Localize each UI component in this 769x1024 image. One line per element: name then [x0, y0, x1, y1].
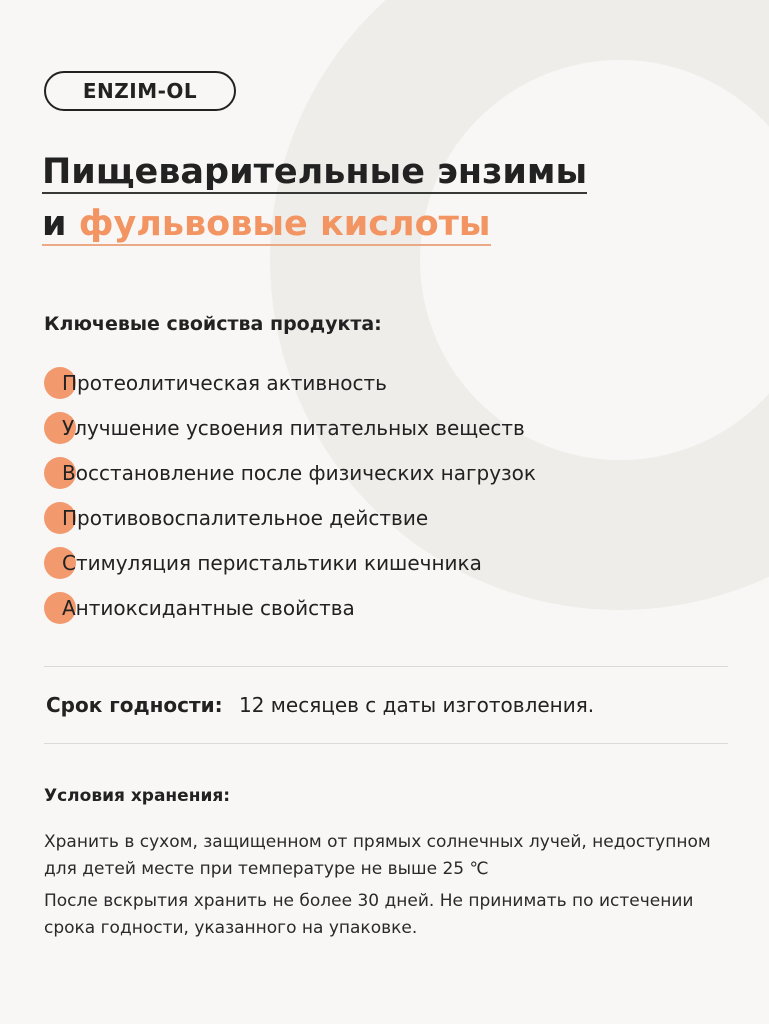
shelf-life-value: 12 месяцев с даты изготовления. [239, 693, 595, 717]
shelf-life [46, 693, 594, 717]
title-line-1: Пищеварительные энзимы [42, 146, 587, 198]
property-label: Протеолитическая активность [62, 370, 387, 395]
brand-badge: ENZIM-OL [44, 71, 236, 111]
list-item [44, 585, 536, 630]
shelf-life-label: Срок годности: [46, 693, 223, 717]
property-label: Стимуляция перистальтики кишечника [62, 550, 482, 575]
title-line-2 [42, 198, 491, 250]
page-title [42, 146, 587, 250]
title-prefix: и [42, 204, 79, 244]
properties-heading: Ключевые свойства продукта: [44, 313, 382, 335]
title-accent: фульвовые кислоты [78, 204, 491, 244]
list-item [44, 360, 536, 405]
divider-bottom [44, 743, 728, 744]
property-label: Противовоспалительное действие [62, 505, 429, 530]
storage-paragraph-1: Хранить в сухом, защищенном от прямых солнечных лучей, недоступном для детей месте при температуре не выше 25 ℃ [44, 832, 711, 879]
properties-list [44, 360, 536, 630]
property-label: Улучшение усвоения питательных веществ [62, 415, 525, 440]
storage-paragraph-2: После вскрытия хранить не более 30 дней. Не принимать по истечении срока годности, указанного на упаковке. [44, 891, 694, 938]
property-label: Антиоксидантные свойства [62, 595, 355, 620]
divider-top [44, 666, 728, 667]
list-item [44, 450, 536, 495]
storage-heading: Условия хранения: [44, 786, 231, 806]
list-item [44, 495, 536, 540]
list-item [44, 540, 536, 585]
list-item [44, 405, 536, 450]
property-label: Восстановление после физических нагрузок [62, 460, 536, 485]
